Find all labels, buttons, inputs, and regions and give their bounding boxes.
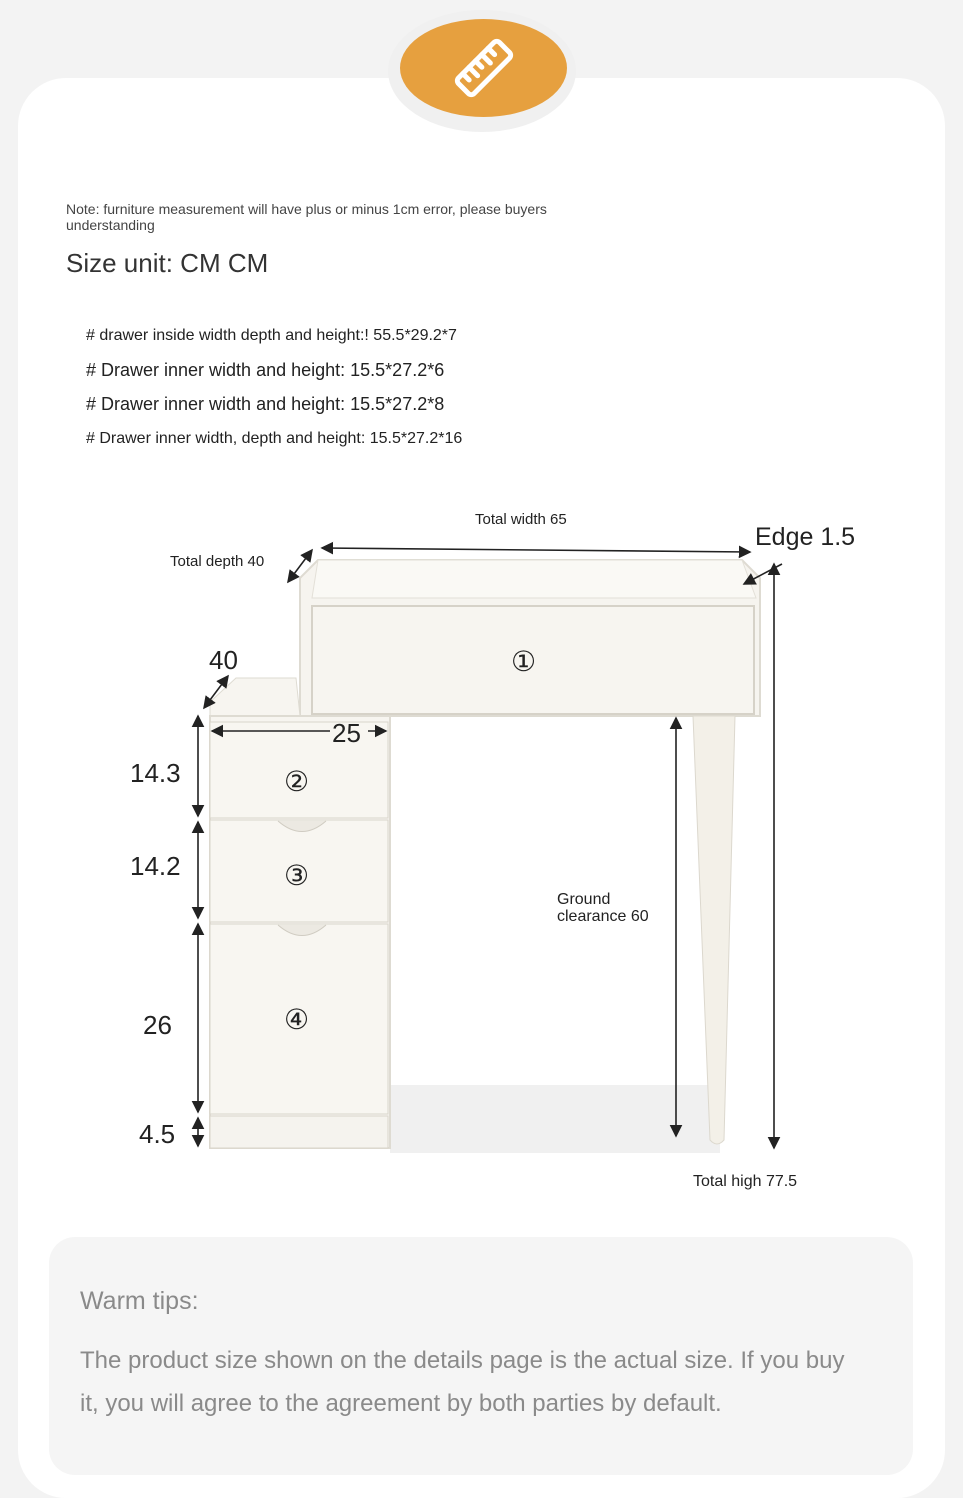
edge-label: Edge 1.5 bbox=[755, 523, 856, 551]
drawer4-height-label: 26 bbox=[143, 1010, 172, 1040]
ground-clearance-line1: Ground bbox=[557, 891, 611, 908]
drawer-marker-4: ④ bbox=[284, 1004, 310, 1035]
drawer-marker-3: ③ bbox=[284, 860, 310, 891]
base-height-label: 4.5 bbox=[139, 1119, 176, 1149]
total-width-label: Total width 65 bbox=[475, 511, 567, 528]
ground-clearance-line2: clearance 60 bbox=[557, 908, 649, 925]
warm-tips-body: The product size shown on the details page is the actual size. If you buy it, you will agree to the agreement by both parties by default. bbox=[80, 1347, 845, 1417]
spec-line: # Drawer inner width and height: 15.5*27.2*8 bbox=[86, 394, 445, 414]
desk-back-rail bbox=[312, 560, 756, 598]
total-depth-label: Total depth 40 bbox=[170, 553, 265, 570]
drawer3-height-label: 14.2 bbox=[130, 851, 181, 881]
measurement-note: Note: furniture measurement will have plus or minus 1cm error, please buyers understanding bbox=[66, 201, 547, 233]
cabinet-base bbox=[210, 1116, 388, 1148]
width-dimension-line bbox=[322, 548, 750, 552]
total-high-label: Total high 77.5 bbox=[693, 1173, 798, 1190]
desk-leg bbox=[693, 716, 735, 1144]
cabinet-depth-label: 40 bbox=[209, 645, 238, 675]
warm-tips-title: Warm tips: bbox=[80, 1287, 199, 1315]
drawer2-height-label: 14.3 bbox=[130, 758, 181, 788]
size-unit: Size unit: CM CM bbox=[66, 248, 269, 278]
floor-shadow bbox=[390, 1085, 720, 1153]
ground-clearance-label bbox=[557, 891, 649, 925]
cabinet-width-label: 25 bbox=[332, 718, 361, 748]
drawer-marker-1: ① bbox=[511, 646, 537, 677]
spec-line: # drawer inside width depth and height:! 55.5*29.2*7 bbox=[86, 327, 457, 344]
drawer-marker-2: ② bbox=[284, 766, 310, 797]
warm-tips-box bbox=[49, 1237, 913, 1475]
spec-line: # Drawer inner width, depth and height: 15.5*27.2*16 bbox=[86, 430, 463, 447]
spec-line: # Drawer inner width and height: 15.5*27.2*6 bbox=[86, 360, 445, 380]
